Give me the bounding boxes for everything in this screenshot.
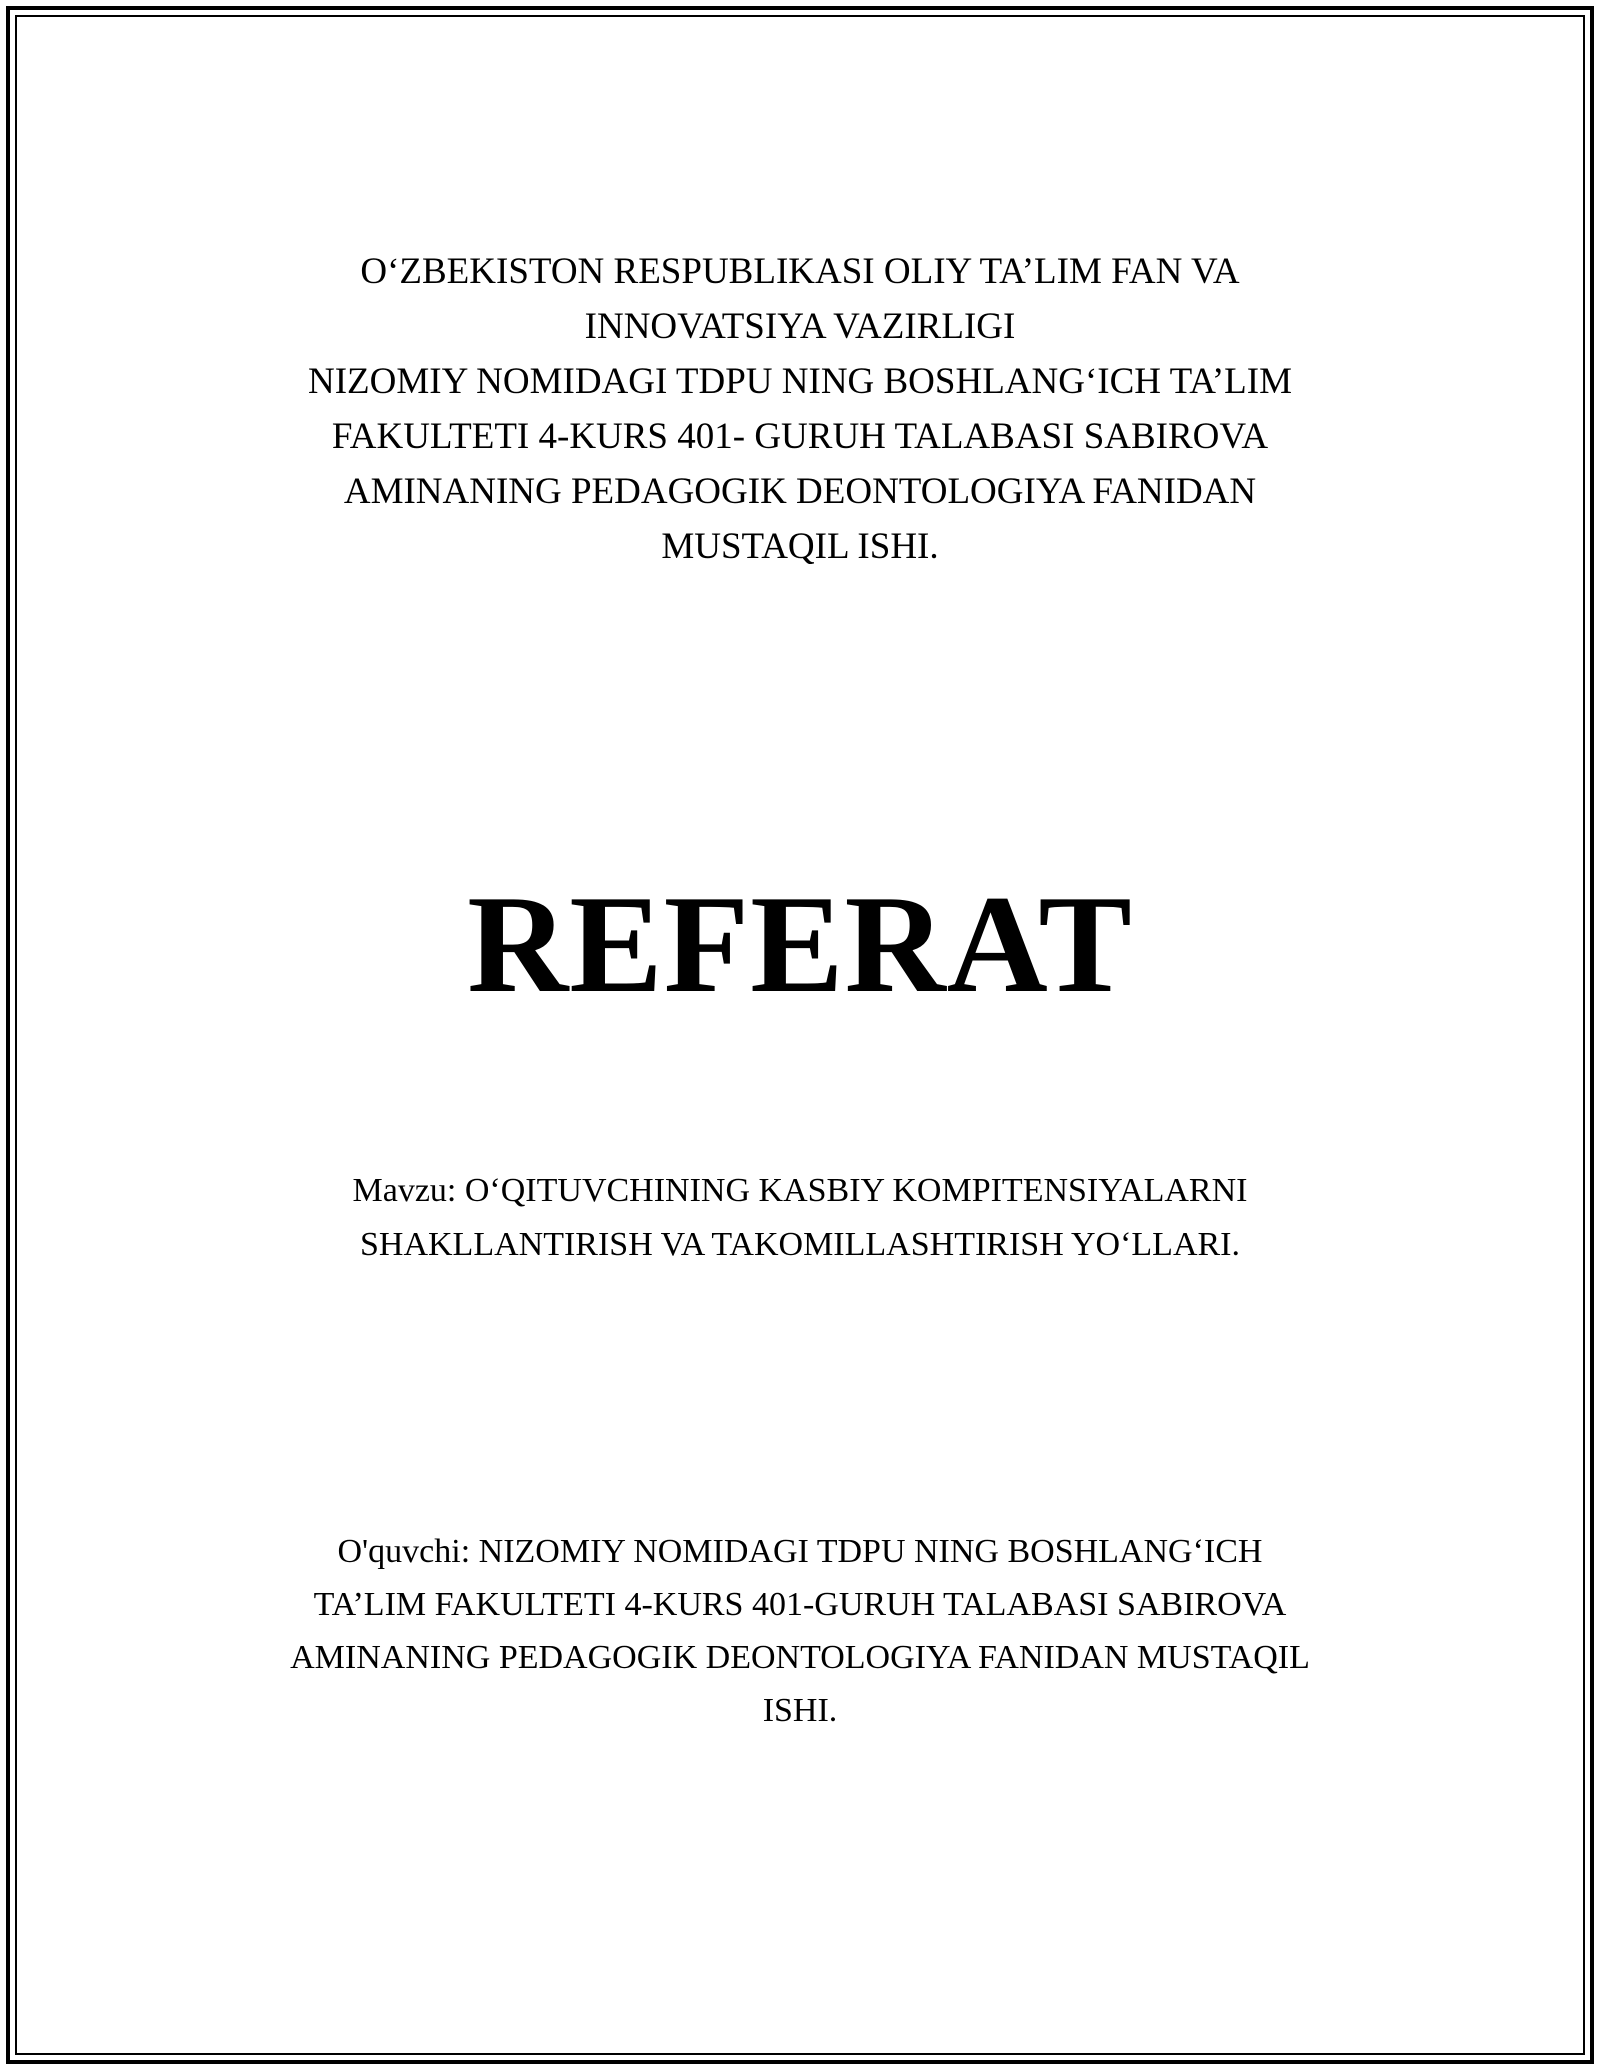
- student-line: TA’LIM FAKULTETI 4-KURS 401-GURUH TALABASI SABIROVA: [313, 1586, 1287, 1623]
- document-title: REFERAT: [467, 867, 1133, 1022]
- student-section: [0, 1525, 1600, 1737]
- student-line: AMINANING PEDAGOGIK DEONTOLOGIYA FANIDAN MUSTAQIL: [290, 1639, 1310, 1676]
- student-line: ISHI.: [762, 1692, 838, 1729]
- header-line: AMINANING PEDAGOGIK DEONTOLOGIYA FANIDAN: [343, 471, 1257, 512]
- header-line: MUSTAQIL ISHI.: [661, 526, 939, 567]
- header-line: INNOVATSIYA VAZIRLIGI: [584, 306, 1016, 347]
- header-line: O‘ZBEKISTON RESPUBLIKASI OLIY TA’LIM FAN VA: [360, 251, 1240, 292]
- topic-line: SHAKLLANTIRISH VA TAKOMILLASHTIRISH YO‘LLARI.: [359, 1226, 1240, 1263]
- ministry-header: [0, 244, 1600, 574]
- topic-section: [0, 1164, 1600, 1272]
- header-line: NIZOMIY NOMIDAGI TDPU NING BOSHLANG‘ICH TA’LIM: [308, 361, 1292, 402]
- student-line: O'quvchi: NIZOMIY NOMIDAGI TDPU NING BOSHLANG‘ICH: [337, 1533, 1263, 1570]
- header-line: FAKULTETI 4-KURS 401- GURUH TALABASI SABIROVA: [331, 416, 1269, 457]
- topic-line: Mavzu: O‘QITUVCHINING KASBIY KOMPITENSIYALARNI: [352, 1172, 1248, 1209]
